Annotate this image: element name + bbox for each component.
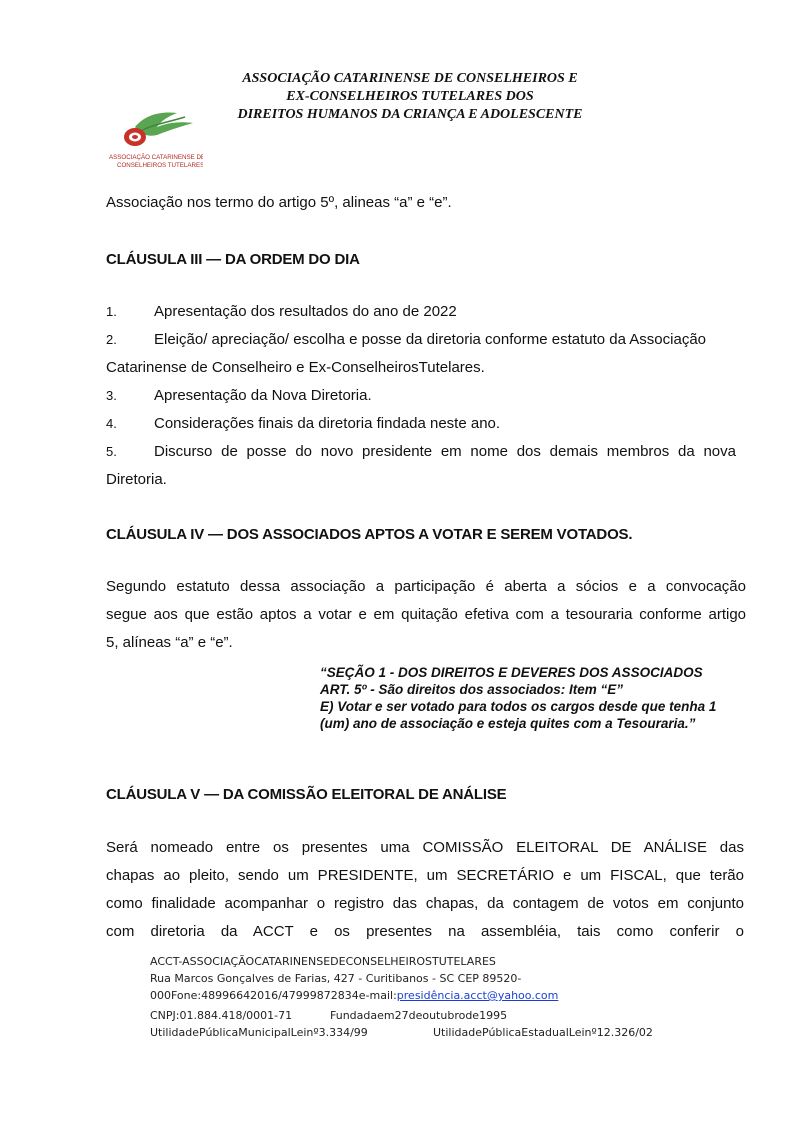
agenda-item-text: Eleição/ apreciação/ escolha e posse da diretoria conforme estatuto da Associação <box>154 331 706 348</box>
clause-5-line: chapas ao pleito, sendo um PRESIDENTE, um SECRETÁRIO e um FISCAL, que terão <box>106 867 744 884</box>
footer-public-utility <box>150 1024 710 1041</box>
dove-logo-icon <box>105 105 203 175</box>
footer-util-estadual: UtilidadePúblicaEstadualLeinº12.326/02 <box>433 1026 653 1039</box>
agenda-item-continuation: Catarinense de Conselheiro e Ex-ConselheirosTutelares. <box>106 359 485 376</box>
footer-contact <box>150 987 710 1004</box>
clause-4-body <box>106 573 746 657</box>
agenda-list <box>106 298 736 494</box>
agenda-item <box>106 382 736 410</box>
footer-util-municipal: UtilidadePúblicaMunicipalLeinº3.334/99 <box>150 1026 368 1039</box>
footer-founded: Fundadaem27deoutubrode1995 <box>330 1009 508 1022</box>
association-logo <box>105 105 203 175</box>
intro-paragraph: Associação nos termo do artigo 5º, alineas “a” e “e”. <box>106 194 452 211</box>
page-footer <box>150 953 710 1041</box>
footer-org-name: ACCT-ASSOCIAÇÃOCATARINENSEDECONSELHEIROSTUTELARES <box>150 955 496 968</box>
agenda-item <box>106 410 736 438</box>
agenda-item-continuation: Diretoria. <box>106 471 167 488</box>
clause-4-line: segue aos que estão aptos a votar e em quitação efetiva com a tesouraria conforme artigo <box>106 606 746 623</box>
clause-5-body <box>106 834 744 946</box>
agenda-item-number: 2. <box>106 332 117 347</box>
agenda-item-number: 3. <box>106 388 117 403</box>
logo-text-1: ASSOCIAÇÃO CATARINENSE DE <box>109 154 203 161</box>
agenda-item-text: Apresentação da Nova Diretoria. <box>154 387 372 404</box>
agenda-item <box>106 326 736 354</box>
quote-line: E) Votar e ser votado para todos os cargos desde que tenha 1 <box>320 699 717 714</box>
footer-cnpj: CNPJ:01.884.418/0001-71 <box>150 1009 293 1022</box>
footer-address: Rua Marcos Gonçalves de Farias, 427 - Curitibanos - SC CEP 89520- <box>150 972 522 985</box>
letterhead-line-2: EX-CONSELHEIROS TUTELARES DOS <box>286 89 534 104</box>
statute-quote <box>320 664 760 732</box>
footer-registration <box>150 1007 710 1024</box>
agenda-item-text: Considerações finais da diretoria findada neste ano. <box>154 415 501 432</box>
letterhead-title <box>180 70 640 124</box>
letterhead-line-1: ASSOCIAÇÃO CATARINENSE DE CONSELHEIROS E <box>242 71 578 86</box>
footer-email-link[interactable]: presidência.acct@yahoo.com <box>396 989 559 1002</box>
quote-line: (um) ano de associação e esteja quites com a Tesouraria.” <box>320 716 696 731</box>
agenda-item <box>106 298 736 326</box>
letterhead-line-3: DIREITOS HUMANOS DA CRIANÇA E ADOLESCENTE <box>237 107 583 122</box>
clause-5-line: com diretoria da ACCT e os presentes na assembléia, tais como conferir o <box>106 923 744 940</box>
agenda-item-number: 1. <box>106 304 117 319</box>
clause-5-line: Será nomeado entre os presentes uma COMISSÃO ELEITORAL DE ANÁLISE das <box>106 839 744 856</box>
quote-line: “SEÇÃO 1 - DOS DIREITOS E DEVERES DOS ASSOCIADOS <box>320 665 703 680</box>
agenda-item-number: 4. <box>106 416 117 431</box>
agenda-item-text: Discurso de posse do novo presidente em nome dos demais membros da nova <box>154 443 736 460</box>
clause-3-title: CLÁUSULA III — DA ORDEM DO DIA <box>106 251 360 268</box>
clause-4-line: 5, alíneas “a” e “e”. <box>106 634 233 651</box>
agenda-item-number: 5. <box>106 444 117 459</box>
quote-line: ART. 5º - São direitos dos associados: Item “E” <box>320 682 624 697</box>
agenda-item <box>106 438 736 466</box>
clause-4-line: Segundo estatuto dessa associação a participação é aberta a sócios e a convocação <box>106 578 746 595</box>
footer-phone: 000Fone:48996642016/47999872834e-mail: <box>150 989 397 1002</box>
clause-4-title: CLÁUSULA IV — DOS ASSOCIADOS APTOS A VOTAR E SEREM VOTADOS. <box>106 526 633 543</box>
logo-text-2: CONSELHEIROS TUTELARES <box>117 162 203 169</box>
clause-5-line: como finalidade acompanhar o registro das chapas, da contagem de votos em conjunto <box>106 895 744 912</box>
agenda-item-text: Apresentação dos resultados do ano de 2022 <box>154 303 457 320</box>
clause-5-title: CLÁUSULA V — DA COMISSÃO ELEITORAL DE ANÁLISE <box>106 786 507 803</box>
